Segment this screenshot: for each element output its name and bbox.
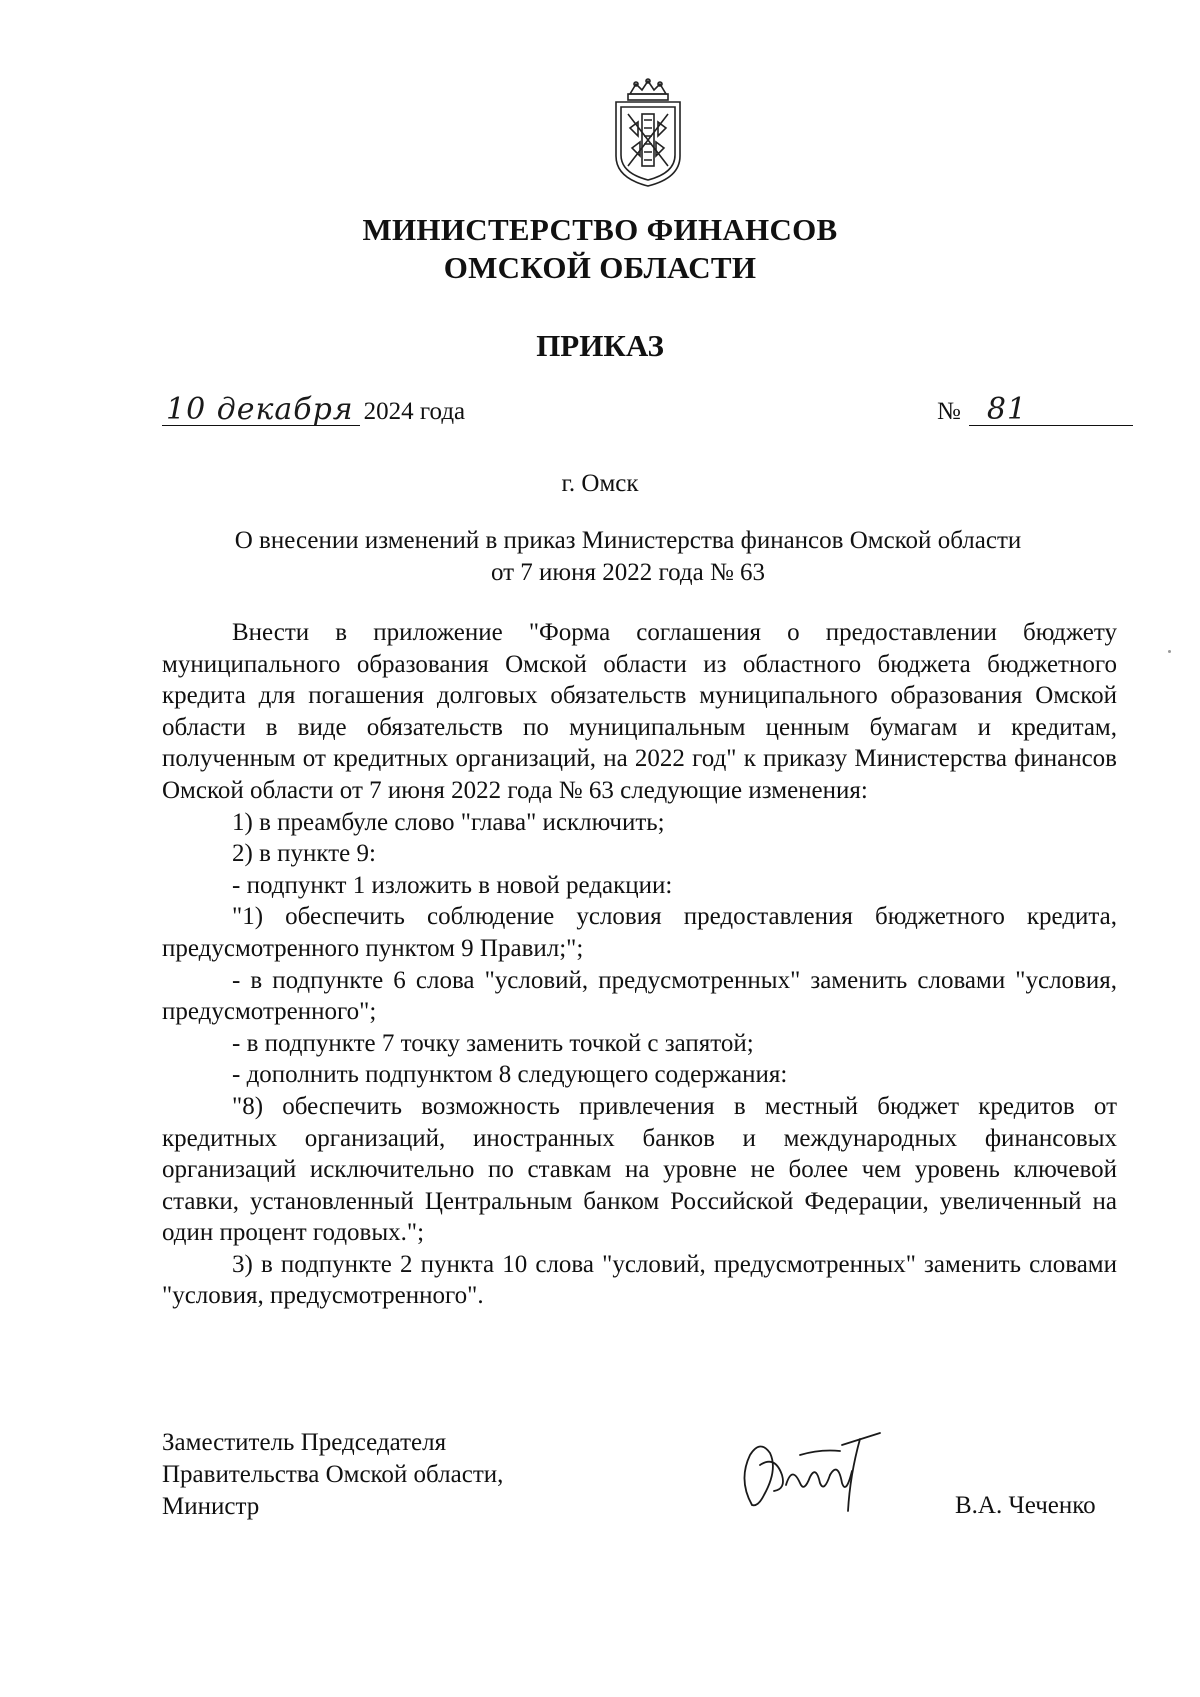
body-paragraph: "1) обеспечить соблюдение условия предоставления бюджетного кредита, предусмотренного пунктом 9 Правил;";	[162, 903, 1117, 962]
ministry-name-line1: МИНИСТЕРСТВО ФИНАНСОВ	[362, 212, 838, 247]
document-type-title: ПРИКАЗ	[536, 328, 664, 363]
coat-of-arms-icon	[608, 78, 688, 190]
subject-line1: О внесении изменений в приказ Министерства финансов Омской области	[234, 527, 1022, 554]
body-paragraph: 1) в преамбуле слово "глава" исключить;	[232, 808, 665, 836]
scan-speck	[1168, 650, 1171, 653]
order-date	[162, 392, 466, 427]
handwritten-number: 81	[969, 395, 1133, 426]
ministry-name-line2: ОМСКОЙ ОБЛАСТИ	[443, 250, 757, 285]
signer-position-line3: Министр	[162, 1493, 260, 1520]
body-paragraph: 2) в пункте 9:	[232, 840, 376, 868]
signer-position-line2: Правительства Омской области,	[162, 1461, 504, 1488]
order-body	[162, 617, 1117, 1312]
signer-position	[162, 1427, 503, 1523]
signer-position-line1: Заместитель Председателя	[162, 1429, 447, 1456]
body-paragraph: - в подпункте 7 точку заменить точкой с запятой;	[232, 1029, 754, 1057]
body-paragraph: - подпункт 1 изложить в новой редакции:	[232, 871, 673, 899]
order-subject	[150, 525, 1106, 589]
handwritten-date: 10 декабря	[162, 395, 360, 426]
body-paragraph: - в подпункте 6 слова "условий, предусмотренных" заменить словами "условия, предусмотренного";	[162, 966, 1117, 1026]
number-label: №	[937, 398, 961, 425]
order-number	[937, 392, 1133, 427]
date-year: 2024 года	[363, 398, 466, 425]
subject-line2: от 7 июня 2022 года № 63	[490, 559, 766, 586]
body-paragraph: 3) в подпункте 2 пункта 10 слова "условий, предусмотренных" заменить словами "условия, предусмотренного".	[162, 1250, 1117, 1310]
city-line: г. Омск	[561, 470, 639, 497]
body-paragraph: - дополнить подпунктом 8 следующего содержания:	[232, 1061, 788, 1089]
handwritten-signature-icon	[730, 1425, 900, 1515]
body-paragraph: "8) обеспечить возможность привлечения в местный бюджет кредитов от кредитных организаций, иностранных банков и международных финансовых организаций исключительно по ставкам на уровне не более чем уровень ключевой ставки, установленный Центральным банком Российской Федерации, увеличенный на один процент годовых.";	[162, 1092, 1117, 1247]
body-paragraph: Внести в приложение "Форма соглашения о предоставлении бюджету муниципального образования Омской области из областного бюджета бюджетного кредита для погашения долговых обязательств муниципального образования Омской области в виде обязательств по муниципальным ценным бумагам и кредитам, полученным от кредитных организаций, на 2022 год" к приказу Министерства финансов Омской области от 7 июня 2022 года № 63 следующие изменения:	[162, 619, 1117, 804]
signer-name: В.А. Чеченко	[955, 1492, 1096, 1519]
